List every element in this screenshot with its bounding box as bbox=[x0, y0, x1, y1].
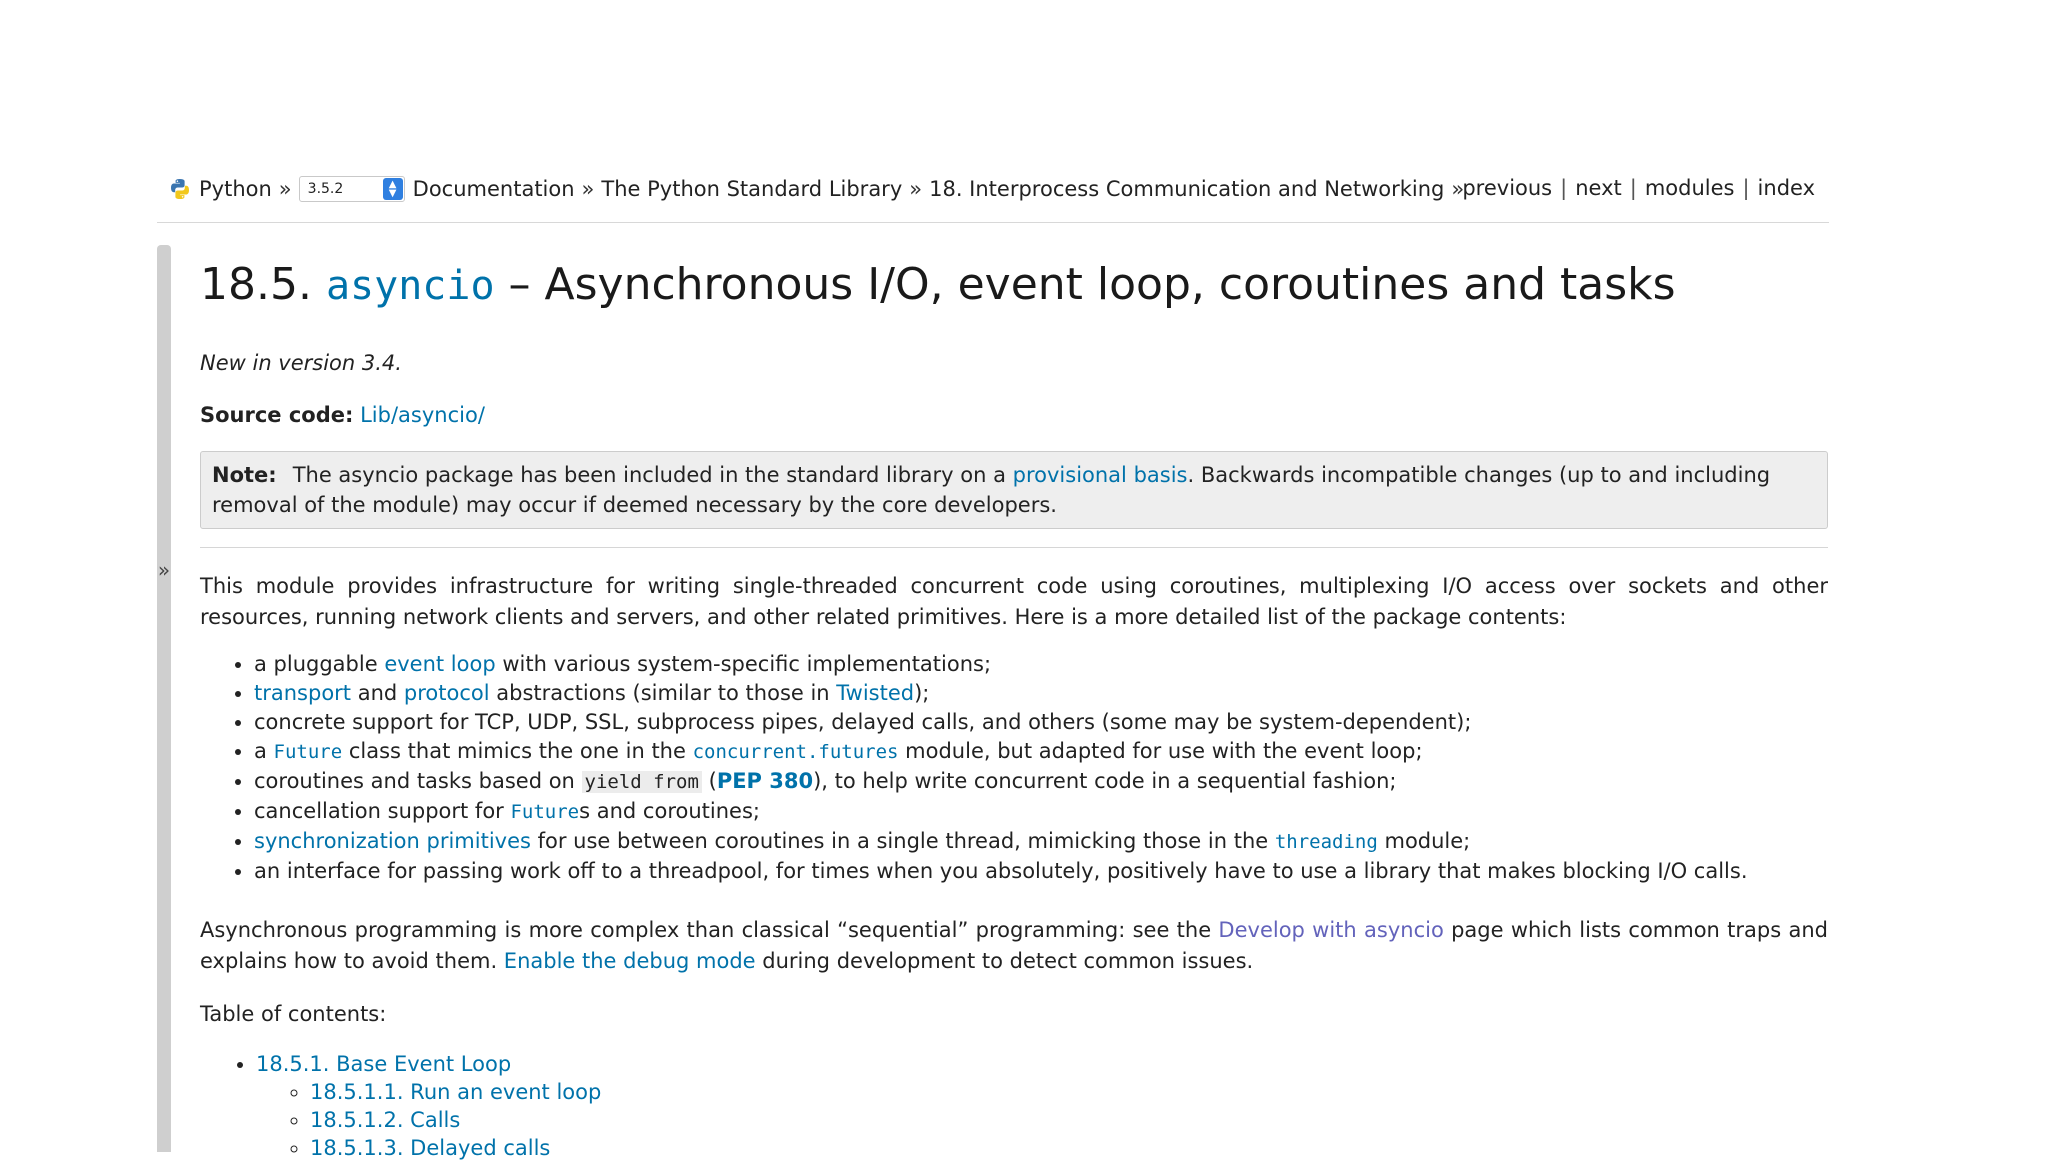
threading-link[interactable]: threading bbox=[1274, 831, 1378, 853]
list-text: and bbox=[351, 681, 404, 705]
list-item bbox=[254, 679, 1748, 708]
provisional-basis-link[interactable]: provisional basis bbox=[1012, 463, 1188, 487]
list-item bbox=[254, 737, 1748, 767]
related-bar bbox=[157, 168, 1829, 223]
yield-from-code: yield from bbox=[582, 771, 702, 793]
breadcrumb bbox=[169, 176, 1471, 202]
toc-subitem bbox=[310, 1078, 601, 1106]
paragraph-text: Asynchronous programming is more complex than classical “sequential” programming: see the bbox=[200, 918, 1219, 942]
source-code-label: Source code: bbox=[200, 403, 354, 427]
select-arrows-icon: ▲ ▼ bbox=[383, 178, 403, 200]
source-code-line bbox=[200, 400, 485, 431]
toc-subitem bbox=[310, 1106, 601, 1134]
list-text: cancellation support for bbox=[254, 799, 511, 823]
toc-label: Table of contents: bbox=[200, 1002, 387, 1026]
list-text: module; bbox=[1377, 829, 1471, 853]
source-code-link[interactable]: Lib/asyncio/ bbox=[360, 403, 485, 427]
toc-item bbox=[256, 1050, 601, 1162]
list-text: ); bbox=[914, 681, 930, 705]
transport-link[interactable]: transport bbox=[254, 681, 352, 705]
list-text: coroutines and tasks based on bbox=[254, 769, 582, 793]
note-text-continued: . Backwards incompatible changes (up to and including removal of the module) may occur if deemed necessary by the core developers. bbox=[212, 463, 1771, 517]
sidebar-collapse-bar[interactable] bbox=[157, 245, 171, 1152]
toc-link-base-event-loop[interactable]: 18.5.1. Base Event Loop bbox=[256, 1052, 512, 1076]
list-text: class that mimics the one in the bbox=[342, 739, 693, 763]
toc-subitem bbox=[310, 1134, 601, 1162]
paragraph-text: during development to detect common issues. bbox=[755, 949, 1254, 973]
index-link[interactable]: index bbox=[1757, 176, 1815, 200]
expand-sidebar-icon[interactable]: » bbox=[157, 558, 171, 582]
version-select[interactable] bbox=[299, 176, 405, 202]
nav-divider: | bbox=[1629, 176, 1637, 200]
list-text: a pluggable bbox=[254, 652, 385, 676]
list-text: with various system-specific implementations; bbox=[495, 652, 992, 676]
note-label: Note: bbox=[212, 463, 277, 487]
previous-link[interactable]: previous bbox=[1462, 176, 1553, 200]
event-loop-link[interactable]: event loop bbox=[384, 652, 496, 676]
concurrent-futures-link[interactable]: concurrent.futures bbox=[692, 741, 899, 763]
breadcrumb-separator: » bbox=[1451, 177, 1465, 201]
page-title bbox=[200, 255, 1828, 316]
list-item bbox=[254, 797, 1748, 827]
version-select-value: 3.5.2 bbox=[307, 181, 344, 197]
list-item: • an interface for passing work off to a threadpool, for times when you absolutely, positively have to use a library that makes blocking I/O calls. bbox=[254, 857, 1748, 886]
feature-list bbox=[200, 650, 1748, 886]
toc-link-calls[interactable]: 18.5.1.2. Calls bbox=[310, 1108, 461, 1132]
future-link[interactable]: Future bbox=[510, 801, 580, 823]
list-item: • concrete support for TCP, UDP, SSL, subprocess pipes, delayed calls, and others (some may be system-dependent); bbox=[254, 708, 1748, 737]
synchronization-primitives-link[interactable]: synchronization primitives bbox=[254, 829, 531, 853]
nav-divider: | bbox=[1742, 176, 1750, 200]
modules-link[interactable]: modules bbox=[1644, 176, 1735, 200]
toc-sublist bbox=[256, 1078, 601, 1162]
toc-link-delayed-calls[interactable]: 18.5.1.3. Delayed calls bbox=[310, 1136, 551, 1160]
list-item bbox=[254, 650, 1748, 679]
document-body bbox=[200, 255, 1828, 1160]
list-text: ( bbox=[701, 769, 717, 793]
list-text: abstractions (similar to those in bbox=[489, 681, 837, 705]
table-of-contents bbox=[200, 1050, 601, 1162]
divider bbox=[200, 547, 1828, 548]
title-number: 18.5. bbox=[200, 259, 312, 310]
list-text: module, but adapted for use with the event loop; bbox=[898, 739, 1423, 763]
note-box bbox=[200, 451, 1828, 529]
breadcrumb-documentation[interactable]: Documentation bbox=[412, 177, 575, 201]
develop-with-asyncio-link[interactable]: Develop with asyncio bbox=[1218, 918, 1444, 942]
list-item bbox=[254, 767, 1748, 797]
list-text: for use between coroutines in a single thread, mimicking those in the bbox=[530, 829, 1275, 853]
async-paragraph bbox=[200, 915, 1828, 977]
intro-paragraph: This module provides infrastructure for writing single-threaded concurrent code using coroutines, multiplexing I/O access over sockets and other resources, running network clients and servers, and other related primitives. Here is a more detailed list of the package contents: bbox=[200, 574, 1828, 629]
nav-links bbox=[1462, 176, 1815, 200]
next-link[interactable]: next bbox=[1575, 176, 1622, 200]
nav-divider: | bbox=[1560, 176, 1568, 200]
enable-debug-mode-link[interactable]: Enable the debug mode bbox=[503, 949, 756, 973]
breadcrumb-python[interactable]: Python bbox=[199, 177, 272, 201]
list-item bbox=[254, 827, 1748, 857]
breadcrumb-standard-library[interactable]: The Python Standard Library bbox=[601, 177, 903, 201]
python-logo-icon[interactable] bbox=[169, 178, 191, 200]
protocol-link[interactable]: protocol bbox=[403, 681, 490, 705]
pep-380-link[interactable]: PEP 380 bbox=[716, 769, 814, 793]
list-text: ), to help write concurrent code in a sequential fashion; bbox=[813, 769, 1397, 793]
list-text: s and coroutines; bbox=[579, 799, 760, 823]
breadcrumb-ipc-networking[interactable]: 18. Interprocess Communication and Networking bbox=[929, 177, 1445, 201]
breadcrumb-separator: » bbox=[909, 177, 923, 201]
breadcrumb-separator: » bbox=[581, 177, 595, 201]
note-text: The asyncio package has been included in the standard library on a bbox=[292, 463, 1013, 487]
breadcrumb-separator: » bbox=[278, 177, 292, 201]
list-text: a bbox=[254, 739, 274, 763]
title-module-link[interactable]: asyncio bbox=[325, 263, 495, 309]
twisted-link[interactable]: Twisted bbox=[836, 681, 915, 705]
toc-link-run-event-loop[interactable]: 18.5.1.1. Run an event loop bbox=[310, 1080, 602, 1104]
future-class-link[interactable]: Future bbox=[273, 741, 343, 763]
new-in-version: New in version 3.4. bbox=[200, 351, 402, 375]
title-text: – Asynchronous I/O, event loop, coroutines and tasks bbox=[494, 259, 1676, 310]
paragraph-text: page which lists common traps and explains how to avoid them. bbox=[200, 918, 1828, 973]
